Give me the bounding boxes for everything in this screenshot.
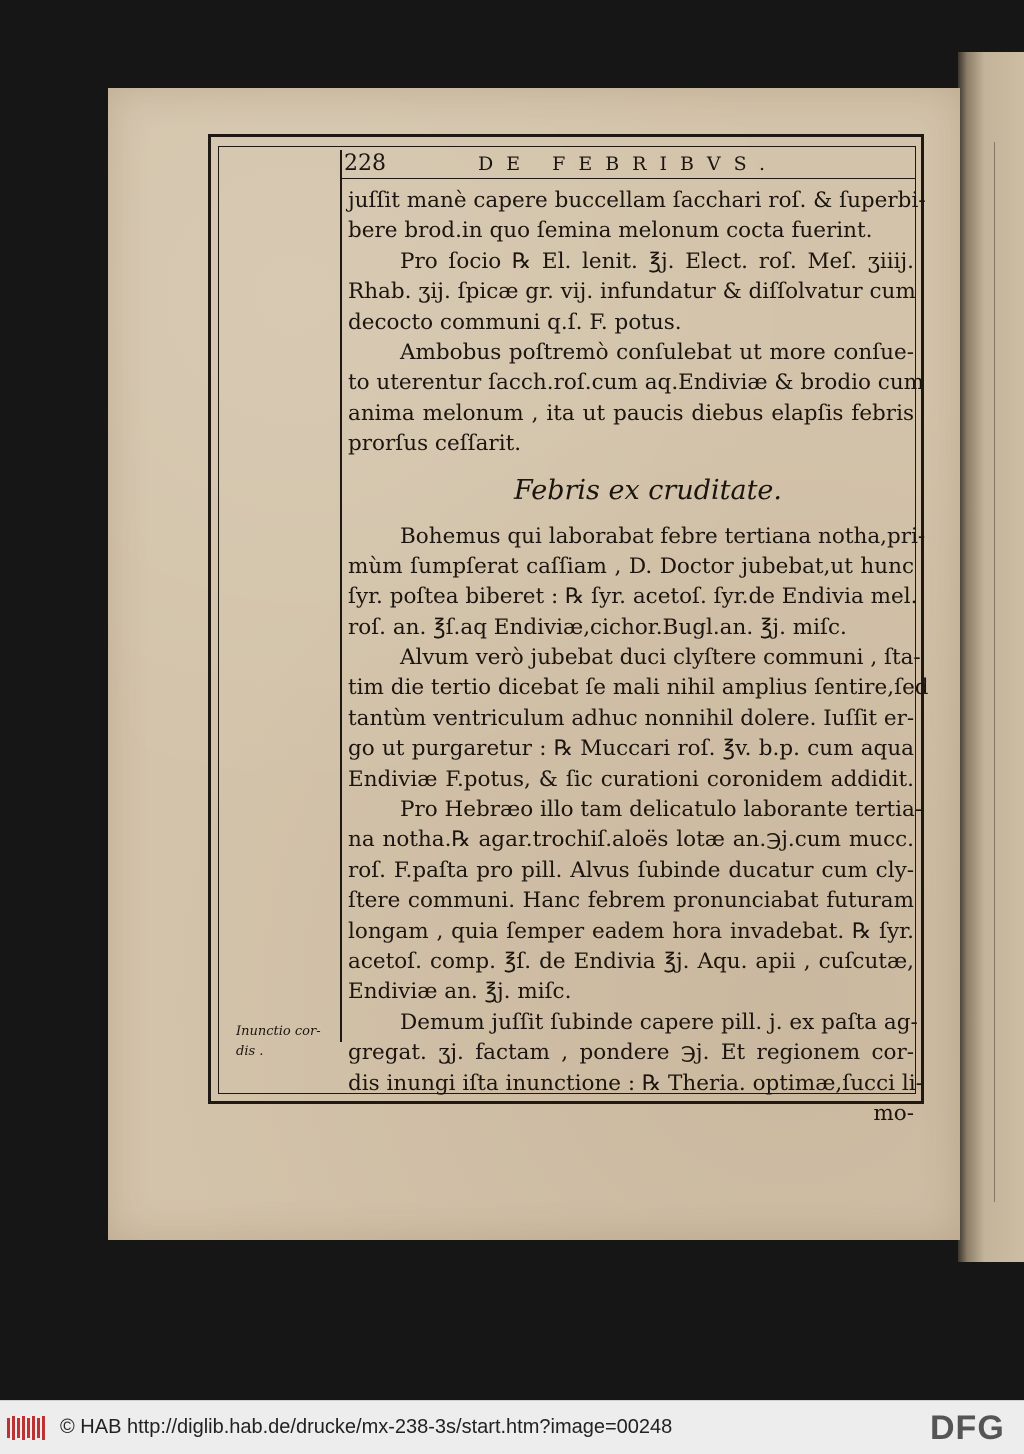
- text-line: Pro ſocio ℞ El. lenit. ℥j. Elect. roſ. Meſ. ʒiiij.: [400, 248, 914, 274]
- text-line: Alvum verò jubebat duci clyſtere communi , ſta-: [400, 645, 921, 671]
- text-line: prorſus ceſſarit.: [348, 431, 522, 457]
- viewer-footer: [0, 1400, 1024, 1454]
- library-building-icon: [6, 1415, 46, 1441]
- text-line: anima melonum , ita ut paucis diebus elapſis febris: [348, 400, 914, 426]
- text-line: mo-: [873, 1100, 914, 1126]
- text-line: na notha.℞ agar.trochiſ.aloës lotæ an.℈j.cum mucc.: [348, 827, 914, 853]
- text-line: acetoſ. comp. ℥ſ. de Endivia ℥j. Aqu. apii , cuſcutæ,: [348, 948, 914, 974]
- text-line: gregat. ʒj. factam , pondere ℈j. Et regionem cor-: [348, 1040, 914, 1066]
- dfg-logo: DFG: [930, 1409, 1005, 1447]
- marginal-note-line: Inunctio cor-: [236, 1024, 321, 1039]
- text-line: Endiviæ F.potus, & ſic curationi coronidem addidit.: [348, 766, 914, 792]
- section-heading: Febris ex cruditate.: [514, 474, 782, 506]
- text-line: Demum juſſit ſubinde capere pill. j. ex paſta ag-: [400, 1009, 918, 1035]
- adjacent-page-edge: [958, 52, 1024, 1262]
- adjacent-page-rule: [994, 142, 995, 1202]
- text-line: juſſit manè capere buccellam ſacchari roſ. & ſuperbi-: [348, 188, 926, 213]
- body-text: [348, 186, 929, 1129]
- text-line: dis inungi iſta inunctione : ℞ Theria. optimæ,ſucci li-: [348, 1070, 923, 1096]
- text-line: ſtere communi. Hanc febrem pronunciabat futuram: [348, 888, 914, 914]
- text-line: ſyr. poſtea biberet : ℞ ſyr. acetoſ. ſyr.de Endivia mel.: [348, 584, 918, 610]
- text-line: Rhab. ʒij. ſpicæ gr. vij. infundatur & diſſolvatur cum: [348, 279, 916, 305]
- book-page: [108, 88, 960, 1240]
- text-line: Endiviæ an. ℥j. miſc.: [348, 979, 572, 1005]
- text-line: Bohemus qui laborabat febre tertiana notha,pri-: [400, 523, 926, 549]
- text-line: roſ. F.paſta pro pill. Alvus ſubinde ducatur cum cly-: [348, 857, 914, 883]
- text-line: tantùm ventriculum adhuc nonnihil dolere. Iuſſit er-: [348, 705, 915, 731]
- margin-rule: [340, 150, 342, 1042]
- running-head: DE FEBRIBVS.: [478, 153, 779, 175]
- text-line: to uterentur ſacch.roſ.cum aq.Endiviæ & brodio cum: [348, 370, 925, 396]
- footer-credit-link[interactable]: © HAB http://diglib.hab.de/drucke/mx-238-3s/start.htm?image=00248: [60, 1416, 673, 1438]
- text-line: longam , quia ſemper eadem hora invadebat. ℞ ſyr.: [348, 918, 914, 944]
- text-line: tim die tertio dicebat ſe mali nihil amplius ſentire,ſed: [348, 675, 929, 701]
- text-line: decocto communi q.ſ. F. potus.: [348, 309, 682, 335]
- text-line: Ambobus poſtremò conſulebat ut more conſue-: [400, 339, 914, 365]
- page-number: 228: [344, 151, 386, 176]
- text-line: go ut purgaretur : ℞ Muccari roſ. ℥v. b.p. cum aqua: [348, 736, 914, 762]
- text-line: mùm ſumpſerat caſſiam , D. Doctor jubebat,ut hunc: [348, 553, 914, 579]
- header-rule: [340, 178, 916, 179]
- text-line: Pro Hebræo illo tam delicatulo laborante tertia-: [400, 797, 923, 823]
- text-line: bere brod.in quo ſemina melonum cocta fuerint.: [348, 218, 873, 244]
- marginal-note-line: dis .: [236, 1044, 264, 1059]
- text-line: roſ. an. ℥ſ.aq Endiviæ,cichor.Bugl.an. ℥j. miſc.: [348, 614, 847, 640]
- marginal-note: [236, 1022, 336, 1062]
